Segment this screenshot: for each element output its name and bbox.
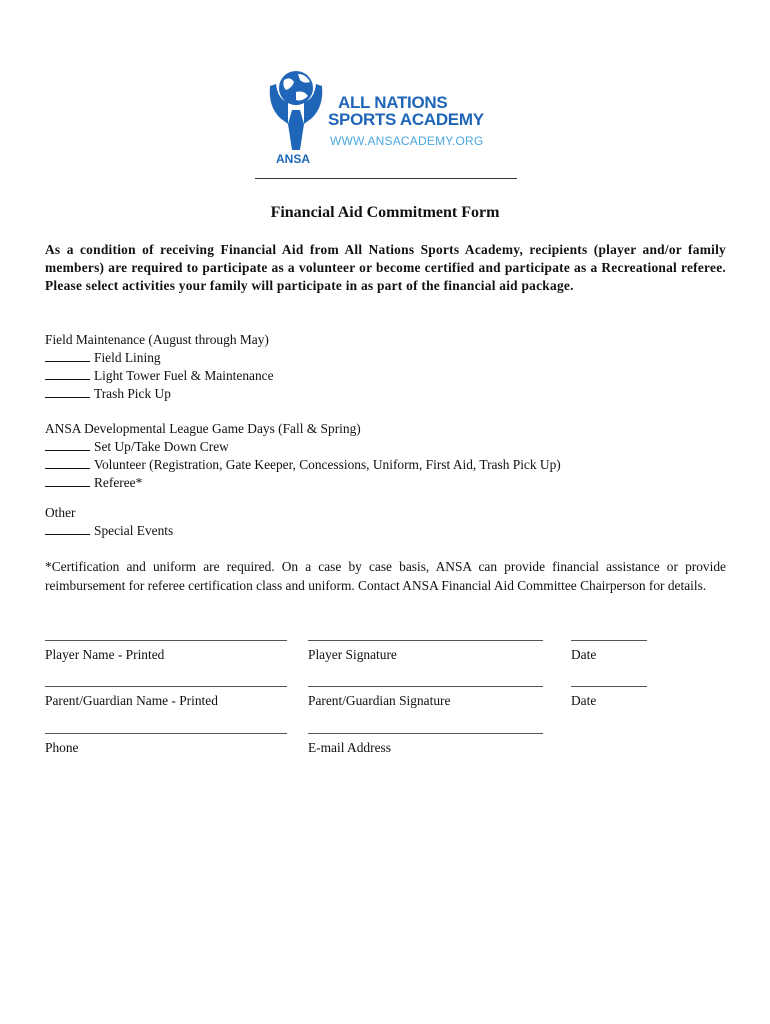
logo-name-line1: ALL NATIONS — [338, 93, 448, 112]
header-divider — [255, 178, 517, 179]
checklist-item: Light Tower Fuel & Maintenance — [45, 367, 735, 385]
checklist-item: Referee* — [45, 474, 735, 492]
blank-line[interactable] — [45, 438, 90, 451]
date-field-1[interactable]: Date — [571, 640, 647, 663]
section-field-maintenance — [45, 331, 735, 403]
section-heading: Other — [45, 505, 76, 520]
section-other — [45, 504, 735, 540]
section-heading: Field Maintenance (August through May) — [45, 332, 269, 347]
footnote: *Certification and uniform are required. On a case by case basis, ANSA can provide financial assistance or provide reimbursement for referee certification class and uniform. Contact ANSA Financial Aid Committee Chairperson for details. — [45, 559, 726, 593]
intro-paragraph: As a condition of receiving Financial Aid from All Nations Sports Academy, recipients (player and/or family members) are required to participate as a volunteer or become certified and participate as a Recreational referee. Please select activities your family will participate in as part of the financial aid package. — [45, 242, 726, 293]
date-field-2[interactable]: Date — [571, 686, 647, 709]
parent-name-field[interactable]: Parent/Guardian Name - Printed — [45, 686, 287, 709]
section-heading: ANSA Developmental League Game Days (Fall & Spring) — [45, 421, 361, 436]
player-signature-field[interactable]: Player Signature — [308, 640, 543, 663]
logo-name-line2: SPORTS ACADEMY — [328, 110, 484, 129]
logo-abbr: ANSA — [276, 152, 311, 166]
player-name-field[interactable]: Player Name - Printed — [45, 640, 287, 663]
section-game-days — [45, 420, 735, 492]
checklist-item: Field Lining — [45, 349, 735, 367]
ansa-logo — [266, 66, 506, 170]
email-field[interactable]: E-mail Address — [308, 733, 543, 756]
blank-line[interactable] — [45, 522, 90, 535]
logo-name — [328, 94, 484, 128]
page-title: Financial Aid Commitment Form — [270, 204, 500, 221]
checklist-item: Trash Pick Up — [45, 385, 735, 403]
checklist-item: Special Events — [45, 522, 735, 540]
logo-url: WWW.ANSACADEMY.ORG — [330, 134, 484, 148]
blank-line[interactable] — [45, 385, 90, 398]
checklist-item: Volunteer (Registration, Gate Keeper, Concessions, Uniform, First Aid, Trash Pick Up) — [45, 456, 735, 474]
blank-line[interactable] — [45, 474, 90, 487]
blank-line[interactable] — [45, 349, 90, 362]
parent-signature-field[interactable]: Parent/Guardian Signature — [308, 686, 543, 709]
blank-line[interactable] — [45, 367, 90, 380]
checklist-item: Set Up/Take Down Crew — [45, 438, 735, 456]
globe-hands-icon — [266, 66, 326, 166]
phone-field[interactable]: Phone — [45, 733, 287, 756]
blank-line[interactable] — [45, 456, 90, 469]
